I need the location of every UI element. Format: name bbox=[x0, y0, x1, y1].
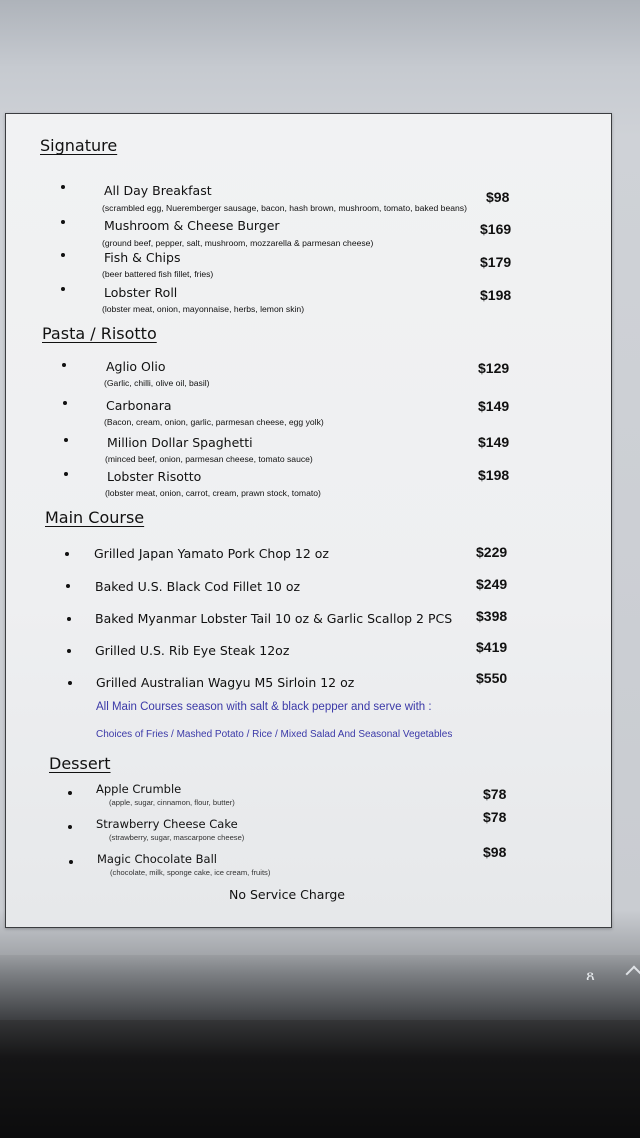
item-name: Grilled Japan Yamato Pork Chop 12 oz bbox=[94, 546, 329, 561]
item-description: (scrambled egg, Nueremberger sausage, bacon, hash brown, mushroom, tomato, baked beans) bbox=[102, 203, 467, 213]
item-price: $198 bbox=[480, 287, 512, 303]
item-price: $129 bbox=[478, 360, 510, 376]
item-price: $179 bbox=[480, 254, 512, 270]
people-icon[interactable]: ጸ bbox=[586, 966, 595, 984]
item-name: Baked U.S. Black Cod Fillet 10 oz bbox=[95, 579, 301, 594]
bullet bbox=[61, 185, 65, 189]
section-title-pasta: Pasta / Risotto bbox=[42, 324, 157, 343]
bullet bbox=[67, 649, 71, 653]
item-name: Lobster Roll bbox=[104, 285, 178, 300]
bullet bbox=[67, 617, 71, 621]
item-price: $98 bbox=[486, 189, 510, 205]
bullet bbox=[62, 363, 66, 367]
section-title-signature: Signature bbox=[40, 136, 118, 155]
item-name: Aglio Olio bbox=[106, 359, 166, 374]
bullet bbox=[66, 584, 70, 588]
item-price: $398 bbox=[476, 608, 508, 624]
item-price: $419 bbox=[476, 639, 508, 655]
bullet bbox=[64, 438, 68, 442]
main-course-note: All Main Courses season with salt & black pepper and serve with : bbox=[96, 701, 432, 713]
item-price: $149 bbox=[478, 434, 510, 450]
item-price: $169 bbox=[480, 221, 512, 237]
item-price: $229 bbox=[476, 544, 508, 560]
bullet bbox=[68, 825, 72, 829]
bullet bbox=[61, 253, 65, 257]
bullet bbox=[61, 220, 65, 224]
item-description: (Garlic, chilli, olive oil, basil) bbox=[104, 378, 210, 388]
item-price: $78 bbox=[483, 786, 507, 802]
item-description: (Bacon, cream, onion, garlic, parmesan cheese, egg yolk) bbox=[104, 417, 324, 427]
item-name: Mushroom & Cheese Burger bbox=[104, 218, 280, 233]
service-charge-note: No Service Charge bbox=[229, 887, 345, 902]
item-name: Million Dollar Spaghetti bbox=[107, 435, 253, 450]
item-description: (ground beef, pepper, salt, mushroom, mozzarella & parmesan cheese) bbox=[102, 238, 374, 248]
item-price: $198 bbox=[478, 467, 510, 483]
item-name: Baked Myanmar Lobster Tail 10 oz & Garlic Scallop 2 PCS bbox=[95, 611, 453, 626]
item-price: $550 bbox=[476, 670, 508, 686]
section-title-main-course: Main Course bbox=[45, 508, 145, 527]
monitor-bezel bbox=[0, 955, 640, 1020]
bullet bbox=[63, 401, 67, 405]
item-name: Magic Chocolate Ball bbox=[97, 852, 217, 866]
item-price: $249 bbox=[476, 576, 508, 592]
item-description: (lobster meat, onion, mayonnaise, herbs, lemon skin) bbox=[102, 304, 305, 314]
item-name: Apple Crumble bbox=[96, 782, 182, 796]
bullet bbox=[64, 472, 68, 476]
bullet bbox=[68, 791, 72, 795]
item-name: Fish & Chips bbox=[104, 250, 181, 265]
bullet bbox=[65, 552, 69, 556]
bullet bbox=[61, 287, 65, 291]
item-price: $149 bbox=[478, 398, 510, 414]
item-description: (apple, sugar, cinnamon, flour, butter) bbox=[109, 798, 235, 807]
item-description: (beer battered fish fillet, fries) bbox=[102, 269, 214, 279]
item-name: Carbonara bbox=[106, 398, 172, 413]
bullet bbox=[69, 860, 73, 864]
item-price: $98 bbox=[483, 844, 507, 860]
item-name: All Day Breakfast bbox=[104, 183, 212, 198]
section-title-dessert: Dessert bbox=[49, 754, 111, 773]
item-description: (strawberry, sugar, mascarpone cheese) bbox=[109, 833, 245, 842]
item-description: (minced beef, onion, parmesan cheese, tomato sauce) bbox=[105, 454, 313, 464]
item-description: (lobster meat, onion, carrot, cream, prawn stock, tomato) bbox=[105, 488, 321, 498]
item-name: Grilled Australian Wagyu M5 Sirloin 12 oz bbox=[96, 675, 355, 690]
menu-page bbox=[5, 113, 612, 928]
item-name: Strawberry Cheese Cake bbox=[96, 817, 238, 831]
item-description: (chocolate, milk, sponge cake, ice cream, fruits) bbox=[110, 868, 271, 877]
side-choices-note: Choices of Fries / Mashed Potato / Rice / Mixed Salad And Seasonal Vegetables bbox=[96, 729, 453, 740]
item-name: Lobster Risotto bbox=[107, 469, 202, 484]
item-price: $78 bbox=[483, 809, 507, 825]
item-name: Grilled U.S. Rib Eye Steak 12oz bbox=[95, 643, 290, 658]
bullet bbox=[68, 681, 72, 685]
